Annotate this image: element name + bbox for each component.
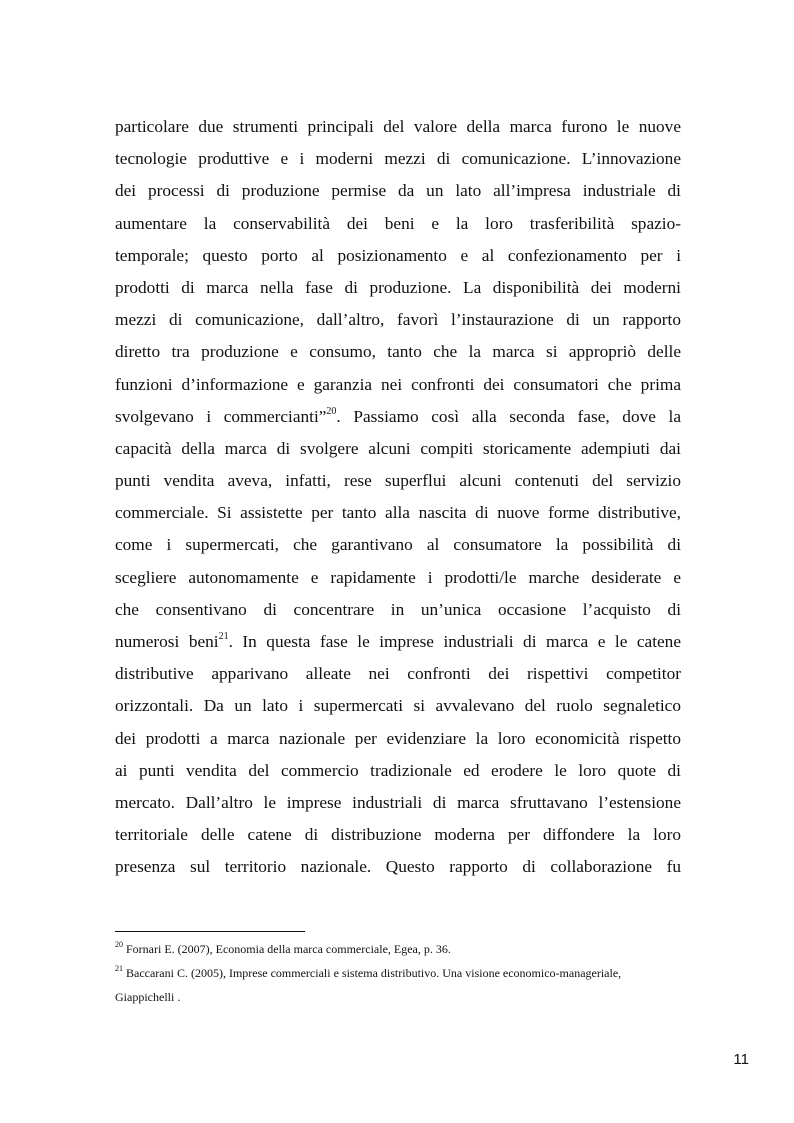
body-line-text: svolgevano i commercianti”: [115, 406, 327, 426]
body-line: orizzontali. Da un lato i supermercati si avvalevano del ruolo segnaletico: [115, 696, 681, 716]
body-line: prodotti di marca nella fase di produzione. La disponibilità dei moderni: [115, 277, 681, 297]
body-line: distributive apparivano alleate nei confronti dei rispettivi competitor: [115, 664, 681, 684]
body-line: [115, 626, 681, 658]
footnote-text: Fornari E. (2007), Economia della marca commerciale, Egea, p. 36.: [126, 942, 451, 956]
footnote-20: [115, 937, 681, 961]
body-line: ai punti vendita del commercio tradizionale ed erodere le loro quote di: [115, 760, 681, 780]
body-line: capacità della marca di svolgere alcuni compiti storicamente adempiuti dai: [115, 438, 681, 458]
footnote-21: [115, 961, 681, 985]
body-line: particolare due strumenti principali del valore della marca furono le nuove: [115, 117, 681, 136]
body-line: diretto tra produzione e consumo, tanto che la marca si appropriò delle: [115, 342, 681, 362]
footnotes: [115, 937, 681, 1009]
footnote-ref-20[interactable]: 20: [326, 405, 337, 417]
footnote-ref-21[interactable]: 21: [218, 631, 229, 643]
footnote-mark: 20: [115, 940, 123, 949]
body-line: dei processi di produzione permise da un lato all’impresa industriale di: [115, 181, 681, 201]
body-line: funzioni d’informazione e garanzia nei confronti dei consumatori che prima: [115, 374, 681, 394]
body-line: che consentivano di concentrare in un’unica occasione l’acquisto di: [115, 599, 681, 619]
body-line: [115, 401, 681, 433]
body-line: mercato. Dall’altro le imprese industriali di marca sfruttavano l’estensione: [115, 792, 681, 812]
body-line: commerciale. Si assistette per tanto alla nascita di nuove forme distributive,: [115, 503, 681, 523]
footnote-text: Baccarani C. (2005), Imprese commerciali e sistema distributivo. Una visione economico-manageriale,: [126, 966, 622, 980]
body-line: temporale; questo porto al posizionamento e al confezionamento per i: [115, 245, 681, 265]
body-line-text: . Passiamo così alla seconda fase, dove la: [336, 406, 681, 426]
footnote-mark: 21: [115, 964, 123, 973]
body-line: tecnologie produttive e i moderni mezzi di comunicazione. L’innovazione: [115, 149, 681, 169]
body-line: scegliere autonomamente e rapidamente i prodotti/le marche desiderate e: [115, 567, 681, 587]
body-text: [115, 111, 681, 884]
body-line-text: . In questa fase le imprese industriali di marca e le catene: [228, 632, 681, 651]
page-number: 11: [733, 1051, 749, 1068]
body-line: come i supermercati, che garantivano al consumatore la possibilità di: [115, 535, 681, 555]
body-line: aumentare la conservabilità dei beni e la loro trasferibilità spazio-: [115, 213, 681, 233]
footnote-21-continued: Giappichelli .: [115, 990, 181, 1004]
body-line: dei prodotti a marca nazionale per evidenziare la loro economicità rispetto: [115, 728, 681, 748]
footnote-separator: [115, 931, 305, 932]
body-line-text: numerosi beni: [115, 632, 219, 651]
body-line: presenza sul territorio nazionale. Questo rapporto di collaborazione fu: [115, 857, 681, 877]
body-line: punti vendita aveva, infatti, rese superflui alcuni contenuti del servizio: [115, 471, 681, 491]
body-line: mezzi di comunicazione, dall’altro, favorì l’instaurazione di un rapporto: [115, 310, 681, 330]
body-line: territoriale delle catene di distribuzione moderna per diffondere la loro: [115, 825, 681, 845]
